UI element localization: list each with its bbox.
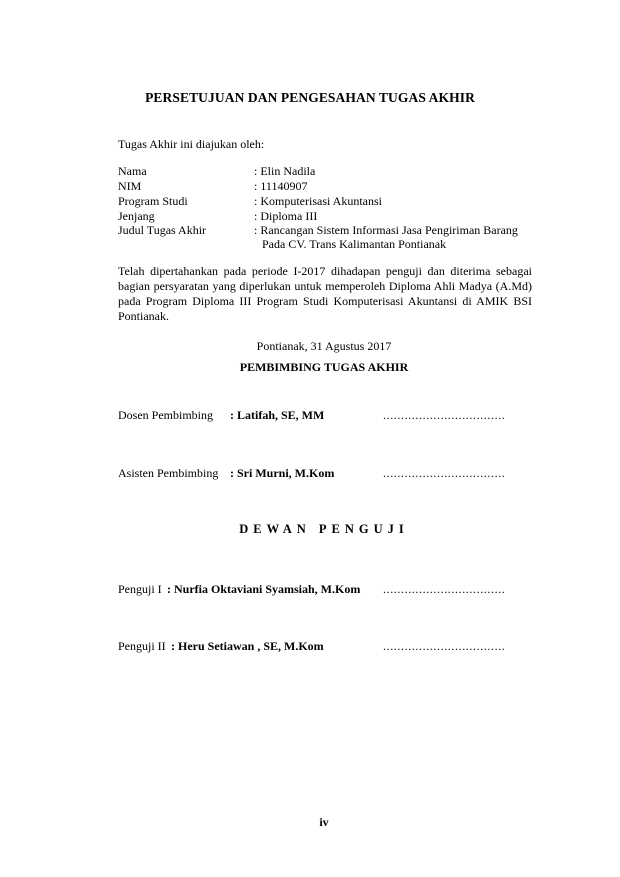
- page-title: PERSETUJUAN DAN PENGESAHAN TUGAS AKHIR: [145, 90, 475, 105]
- penguji-1-name: : Nurfia Oktaviani Syamsiah, M.Kom: [167, 582, 361, 596]
- field-value-jenjang: : Diploma III: [254, 209, 318, 223]
- page-number: iv: [319, 815, 329, 829]
- intro-text: Tugas Akhir ini diajukan oleh:: [118, 137, 265, 151]
- place-date: Pontianak, 31 Agustus 2017: [256, 339, 392, 353]
- dosen-pembimbing-name: : Latifah, SE, MM: [230, 408, 325, 422]
- field-value-judul: : Rancangan Sistem Informasi Jasa Pengiriman Barang: [254, 223, 518, 237]
- asisten-signature-line: ..................................: [383, 466, 506, 480]
- field-label-jenjang: Jenjang: [118, 209, 155, 223]
- dewan-penguji-heading: DEWAN PENGUJI: [239, 522, 409, 536]
- field-label-judul: Judul Tugas Akhir: [118, 223, 207, 237]
- field-value-nama: : Elin Nadila: [254, 164, 316, 178]
- penguji-2-label: Penguji II: [118, 639, 166, 653]
- penguji-1-label: Penguji I: [118, 582, 162, 596]
- field-value-program-studi: : Komputerisasi Akuntansi: [254, 194, 382, 208]
- penguji-2-signature-line: ..................................: [383, 639, 506, 653]
- asisten-pembimbing-label: Asisten Pembimbing: [118, 466, 219, 480]
- field-label-program-studi: Program Studi: [118, 194, 188, 208]
- field-label-nim: NIM: [118, 179, 142, 193]
- dosen-signature-line: ..................................: [383, 408, 506, 422]
- penguji-1-signature-line: ..................................: [383, 582, 506, 596]
- asisten-pembimbing-name: : Sri Murni, M.Kom: [230, 466, 335, 480]
- pembimbing-heading: PEMBIMBING TUGAS AKHIR: [239, 360, 409, 374]
- field-value-judul-line2: Pada CV. Trans Kalimantan Pontianak: [262, 237, 447, 251]
- field-label-nama: Nama: [118, 164, 147, 178]
- approval-paragraph: Telah dipertahankan pada periode I-2017 dihadapan penguji dan diterima sebagai bagian persyaratan yang diperlukan untuk memperoleh Diploma Ahli Madya (A.Md) pada Program Diploma III Program Studi Komputerisasi Akuntansi di AMIK BSI Pontianak.: [118, 264, 532, 323]
- field-value-nim: : 11140907: [254, 179, 308, 193]
- penguji-2-name: : Heru Setiawan , SE, M.Kom: [171, 639, 324, 653]
- dosen-pembimbing-label: Dosen Pembimbing: [118, 408, 213, 422]
